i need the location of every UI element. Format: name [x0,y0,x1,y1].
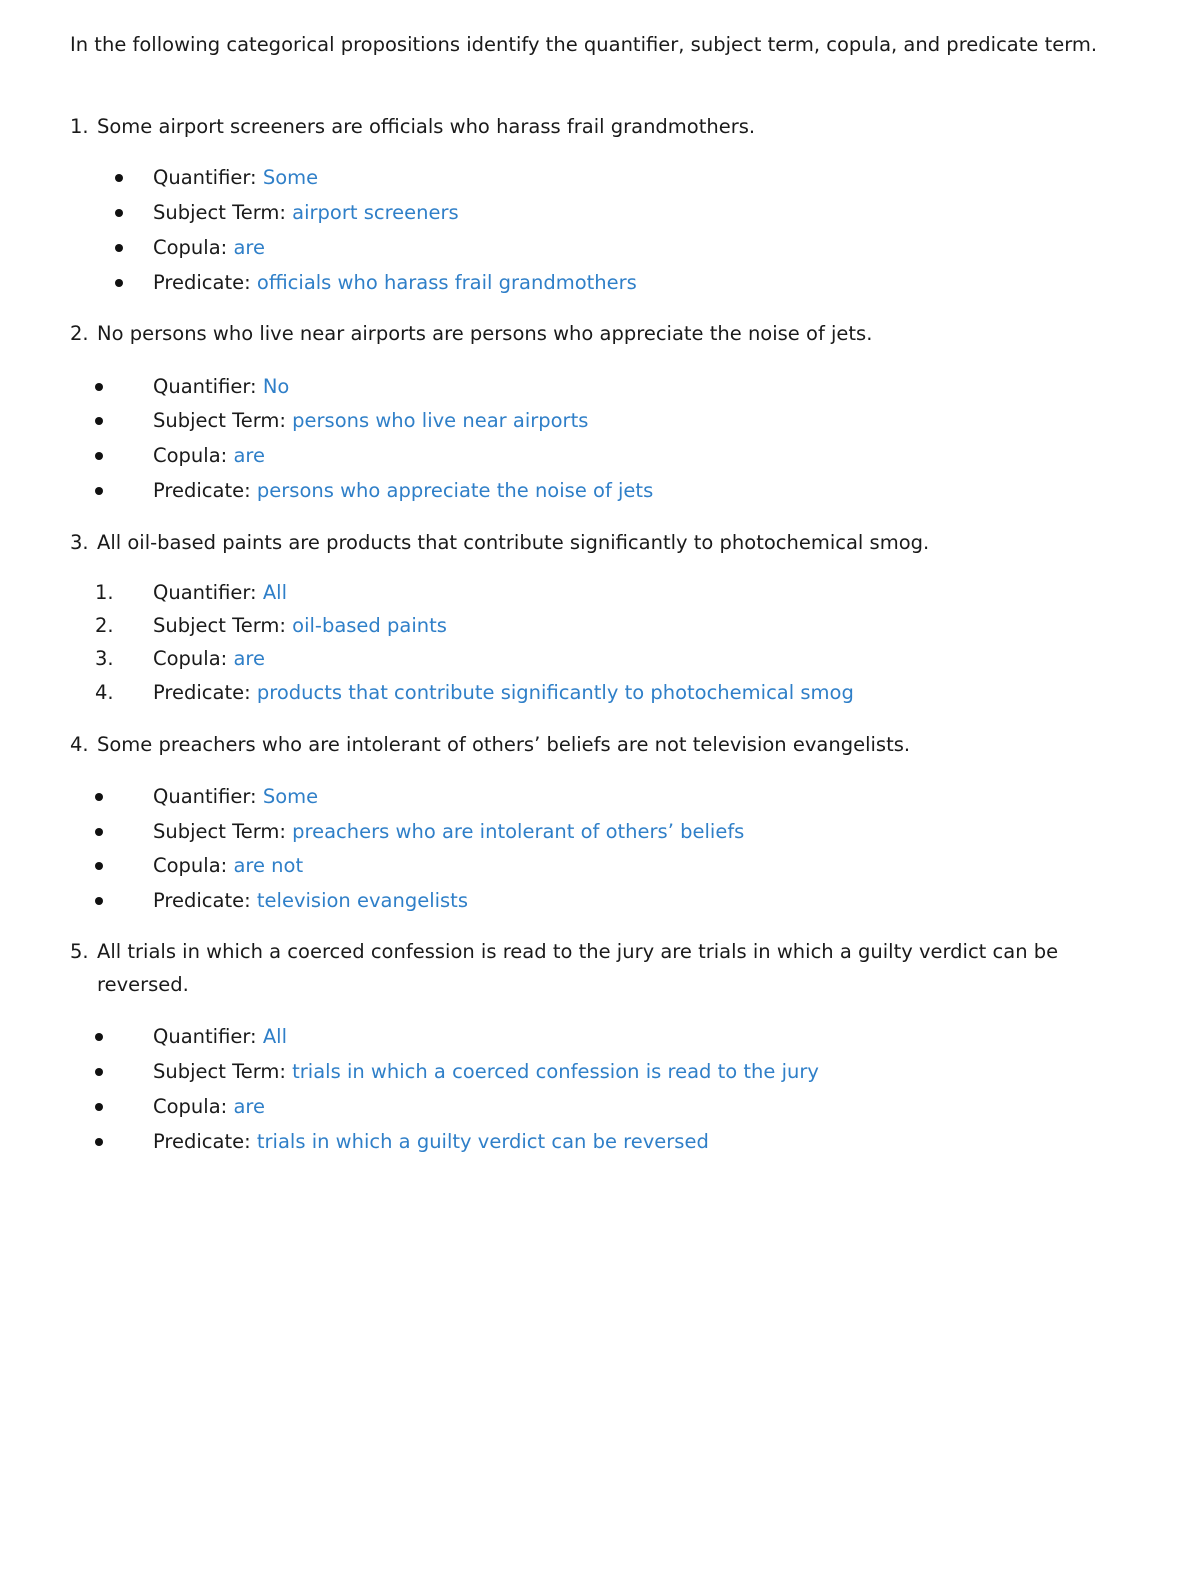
question-text: Some airport screeners are officials who harass frail grandmothers. [97,115,756,138]
bullet-icon [95,1138,103,1146]
bullet-icon [115,279,123,287]
question-number: 2. [70,322,89,345]
list-number: 1. [95,581,114,604]
answer-subject [153,815,744,848]
question-2 [70,317,1130,350]
label-copula: Copula: [153,647,228,670]
answer-value: are [233,647,265,670]
answer-value: All [262,581,287,604]
bullet-icon [95,452,103,460]
question-5 [70,935,1130,1001]
label-subject: Subject Term: [153,1060,286,1083]
bullet-icon [95,1033,103,1041]
question-3 [70,526,1130,559]
question-number: 1. [70,115,89,138]
bullet-icon [115,174,123,182]
answer-quantifier [153,161,318,194]
answer-subject [153,609,447,642]
answer-quantifier [153,576,287,609]
answer-subject [153,1055,819,1088]
answer-value: trials in which a coerced confession is read to the jury [292,1060,819,1083]
answer-value: products that contribute significantly to photochemical smog [256,681,854,704]
question-1 [70,110,1130,143]
label-subject: Subject Term: [153,614,286,637]
answer-value: Some [262,785,319,808]
answer-value: are not [233,854,304,877]
list-number: 3. [95,647,114,670]
answer-value: airport screeners [292,201,459,224]
answer-value: preachers who are intolerant of others’ beliefs [292,820,745,843]
answer-value: persons who appreciate the noise of jets [256,479,654,502]
answer-value: oil-based paints [292,614,447,637]
bullet-icon [95,383,103,391]
answer-subject [153,404,588,437]
bullet-icon [95,862,103,870]
answer-value: are [233,236,265,259]
bullet-icon [115,244,123,252]
question-text: Some preachers who are intolerant of others’ beliefs are not television evangelists. [97,733,911,756]
label-predicate: Predicate: [153,681,251,704]
bullet-icon [95,828,103,836]
answer-value: are [233,444,265,467]
label-copula: Copula: [153,444,228,467]
question-text: No persons who live near airports are persons who appreciate the noise of jets. [97,322,873,345]
label-predicate: Predicate: [153,271,251,294]
label-subject: Subject Term: [153,820,286,843]
bullet-icon [95,793,103,801]
label-quantifier: Quantifier: [153,375,257,398]
answer-predicate [153,884,468,917]
label-quantifier: Quantifier: [153,166,257,189]
answer-quantifier [153,780,318,813]
answer-value: No [262,375,290,398]
bullet-icon [115,209,123,217]
bullet-icon [95,417,103,425]
question-number: 4. [70,733,89,756]
bullet-icon [95,487,103,495]
answer-quantifier [153,370,289,403]
bullet-icon [95,897,103,905]
answer-value: All [262,1025,287,1048]
list-number: 2. [95,614,114,637]
answer-copula [153,439,265,472]
answer-copula [153,849,303,882]
label-predicate: Predicate: [153,479,251,502]
answer-quantifier [153,1020,287,1053]
label-predicate: Predicate: [153,1130,251,1153]
list-number: 4. [95,681,114,704]
answer-value: trials in which a guilty verdict can be reversed [256,1130,709,1153]
answer-copula [153,642,265,675]
bullet-icon [95,1103,103,1111]
label-subject: Subject Term: [153,409,286,432]
label-quantifier: Quantifier: [153,1025,257,1048]
answer-copula [153,1090,265,1123]
answer-value: are [233,1095,265,1118]
question-text: All oil-based paints are products that contribute significantly to photochemical smog. [97,531,930,554]
question-text-line-1: All trials in which a coerced confession is read to the jury are trials in which a guilty verdict can be [97,940,1059,963]
answer-predicate [153,474,653,507]
label-predicate: Predicate: [153,889,251,912]
answer-predicate [153,676,854,709]
label-subject: Subject Term: [153,201,286,224]
question-4 [70,728,1130,761]
question-text-line-2: reversed. [97,973,189,996]
answer-value: Some [262,166,319,189]
answer-predicate [153,266,637,299]
bullet-icon [95,1068,103,1076]
intro-paragraph: In the following categorical propositions identify the quantifier, subject term, copula, and predicate term. [70,33,1098,56]
answer-predicate [153,1125,709,1158]
label-quantifier: Quantifier: [153,581,257,604]
label-copula: Copula: [153,1095,228,1118]
answer-subject [153,196,459,229]
question-number: 5. [70,940,89,963]
label-quantifier: Quantifier: [153,785,257,808]
answer-value: persons who live near airports [292,409,589,432]
question-number: 3. [70,531,89,554]
answer-value: officials who harass frail grandmothers [256,271,637,294]
answer-value: television evangelists [256,889,468,912]
answer-copula [153,231,265,264]
label-copula: Copula: [153,854,228,877]
label-copula: Copula: [153,236,228,259]
